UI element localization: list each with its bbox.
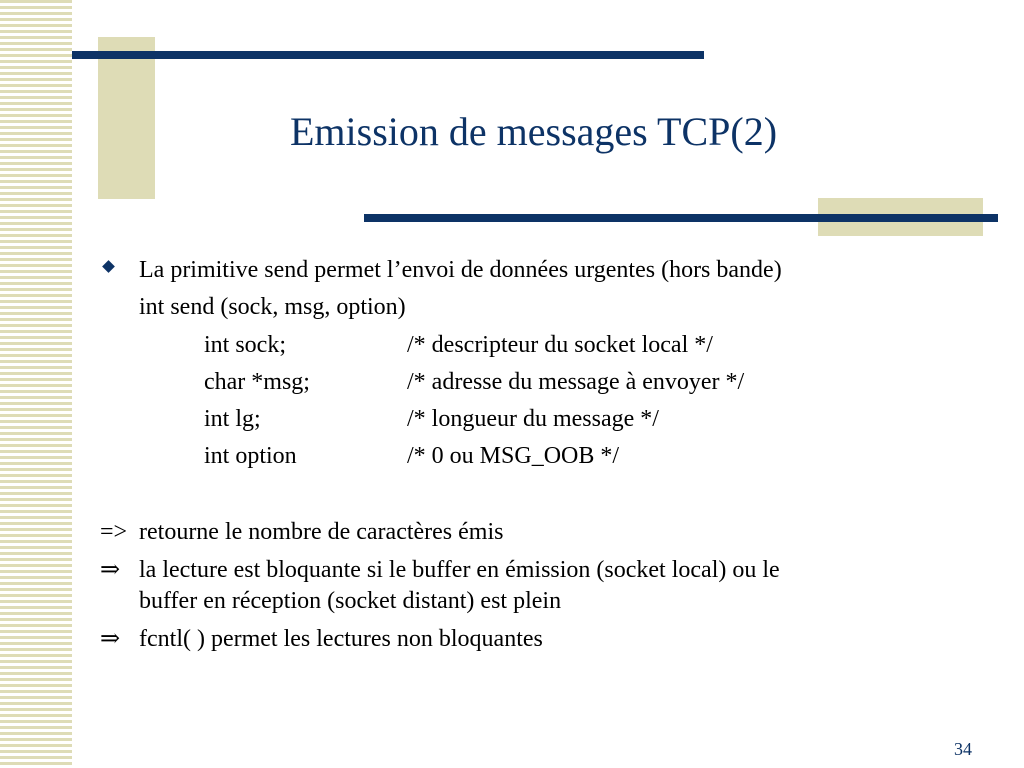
result-text: retourne le nombre de caractères émis <box>139 519 504 545</box>
param-comment: /* descripteur du socket local */ <box>407 332 713 358</box>
left-stripe-decoration <box>0 0 72 768</box>
result-text: la lecture est bloquante si le buffer en émission (socket local) ou le <box>139 557 780 583</box>
param-decl: int option <box>204 443 297 469</box>
top-rule <box>72 51 704 59</box>
param-decl: int lg; <box>204 406 261 432</box>
diamond-bullet-icon <box>102 260 115 273</box>
param-decl: int sock; <box>204 332 286 358</box>
implies-marker: => <box>100 519 128 545</box>
intro-text: La primitive send permet l’envoi de données urgentes (hors bande) <box>139 257 782 283</box>
param-comment: /* longueur du message */ <box>407 406 659 432</box>
page-number: 34 <box>954 739 972 759</box>
param-comment: /* adresse du message à envoyer */ <box>407 369 745 395</box>
title-underline-rule <box>364 214 998 222</box>
implies-arrow-icon: ⇒ <box>100 626 121 652</box>
param-comment: /* 0 ou MSG_OOB */ <box>407 443 620 469</box>
implies-arrow-icon: ⇒ <box>100 557 121 583</box>
slide-title: Emission de messages TCP(2) <box>290 109 778 154</box>
send-signature: int send (sock, msg, option) <box>139 294 406 320</box>
result-text-continued: buffer en réception (socket distant) est plein <box>139 588 562 614</box>
param-decl: char *msg; <box>204 369 310 395</box>
top-left-decoration-block <box>98 37 155 199</box>
result-text: fcntl( ) permet les lectures non bloquantes <box>139 626 543 652</box>
